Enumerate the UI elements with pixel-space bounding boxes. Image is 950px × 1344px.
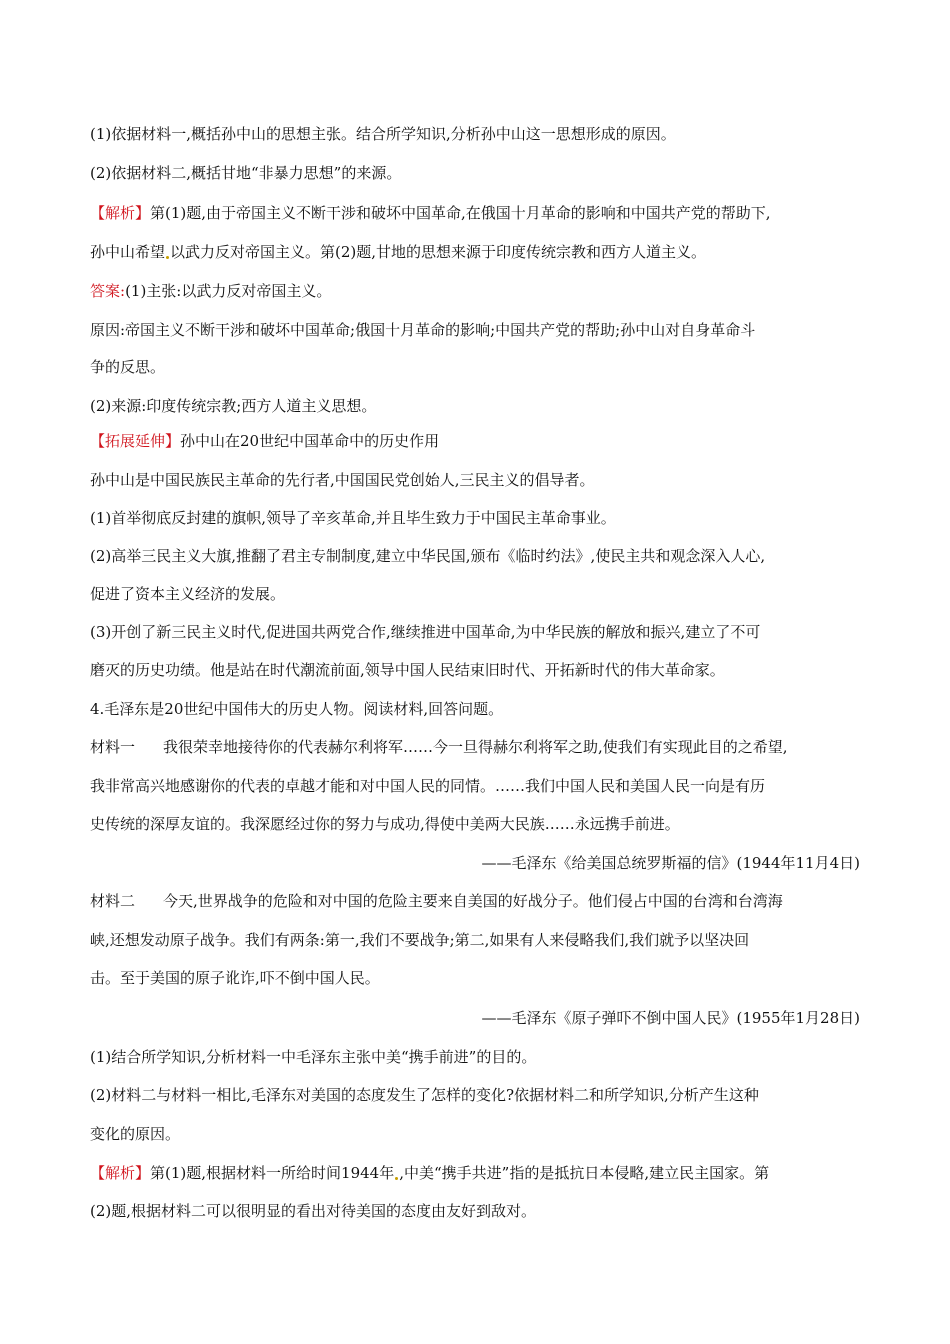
- text: (1)依据材料一,概括孙中山的思想主张。结合所学知识,分析孙中山这一思想形成的原因。: [90, 125, 676, 143]
- text: 我非常高兴地感谢你的代表的卓越才能和对中国人民的同情。……我们中国人民和美国人民一向是有历: [90, 777, 766, 795]
- text: (1)首举彻底反封建的旗帜,领导了辛亥革命,并且毕生致力于中国民主革命事业。: [90, 509, 616, 527]
- question-3-part-1: [90, 124, 880, 144]
- text: 峡,还想发动原子战争。我们有两条:第一,我们不要战争;第二,如果有人来侵略我们,我们就予以坚决回: [90, 931, 750, 949]
- text: 变化的原因。: [90, 1125, 181, 1143]
- extension-label: 【拓展延伸】: [90, 432, 181, 450]
- material-2-source: [481, 1008, 860, 1028]
- answer-line-3: [90, 357, 880, 377]
- material-1-line-2: [90, 776, 880, 796]
- text: (2)来源:印度传统宗教;西方人道主义思想。: [90, 397, 377, 415]
- answer-line-1: [90, 281, 880, 301]
- text: 促进了资本主义经济的发展。: [90, 585, 286, 603]
- analysis-4-line-2: [90, 1201, 880, 1221]
- answer-label: 答案:: [90, 282, 126, 300]
- text: 今天,世界战争的危险和对中国的危险主要来自美国的好战分子。他们侵占中国的台湾和台湾海: [163, 892, 783, 910]
- answer-line-4: [90, 396, 880, 416]
- material-2-line-3: [90, 968, 880, 988]
- text: 磨灭的历史功绩。他是站在时代潮流前面,领导中国人民结束旧时代、开拓新时代的伟大革命家。: [90, 661, 725, 679]
- text: (2)依据材料二,概括甘地“非暴力思想”的来源。: [90, 164, 402, 182]
- extension-title: [90, 431, 880, 451]
- analysis-label: 【解析】: [90, 204, 151, 222]
- material-1-line-3: [90, 814, 880, 834]
- text: 争的反思。: [90, 358, 166, 376]
- material-1-label: 材料一: [90, 738, 136, 756]
- text: 第(1)题,由于帝国主义不断干涉和破坏中国革命,在俄国十月革命的影响和中国共产党的帮助下,: [150, 204, 771, 222]
- extension-line-6: [90, 660, 880, 680]
- text: 我很荣幸地接待你的代表赫尔利将军……今一旦得赫尔利将军之助,使我们有实现此目的之希望,: [163, 738, 788, 756]
- question-3-part-2: [90, 163, 880, 183]
- text: ,中美“携手共进”指的是抵抗日本侵略,建立民主国家。第: [399, 1164, 770, 1182]
- text: 孙中山是中国民族民主革命的先行者,中国国民党创始人,三民主义的倡导者。: [90, 471, 595, 489]
- text: 第(1)题,根据材料一所给时间1944年: [150, 1164, 395, 1182]
- question-4-part-1: [90, 1047, 880, 1067]
- dot-mark: [166, 256, 169, 259]
- question-4: [90, 699, 880, 719]
- material-1-source: [481, 853, 860, 873]
- analysis-line-2: [90, 242, 880, 262]
- material-2-line-2: [90, 930, 880, 950]
- text: (3)开创了新三民主义时代,促进国共两党合作,继续推进中国革命,为中华民族的解放和振兴,建立了不可: [90, 623, 761, 641]
- dot-mark: [395, 1177, 398, 1180]
- analysis-4-line-1: [90, 1163, 880, 1183]
- question-4-part-2-line-2: [90, 1124, 880, 1144]
- extension-line-2: [90, 508, 880, 528]
- analysis-line-1: [90, 203, 880, 223]
- text: (2)材料二与材料一相比,毛泽东对美国的态度发生了怎样的变化?依据材料二和所学知识,分析产生这种: [90, 1086, 759, 1104]
- text: 史传统的深厚友谊的。我深愿经过你的努力与成功,得使中美两大民族……永远携手前进。: [90, 815, 680, 833]
- text: ——毛泽东《给美国总统罗斯福的信》(1944年11月4日): [481, 854, 860, 872]
- material-2-label: 材料二: [90, 892, 136, 910]
- answer-line-2: [90, 320, 880, 340]
- extension-line-4: [90, 584, 880, 604]
- extension-line-1: [90, 470, 880, 490]
- material-1-line-1: [90, 737, 880, 757]
- text: 击。至于美国的原子讹诈,吓不倒中国人民。: [90, 969, 380, 987]
- text: (2)题,根据材料二可以很明显的看出对待美国的态度由友好到敌对。: [90, 1202, 537, 1220]
- text: (2)高举三民主义大旗,推翻了君主专制制度,建立中华民国,颁布《临时约法》,使民主共和观念深入人心,: [90, 547, 766, 565]
- question-4-part-2-line-1: [90, 1085, 880, 1105]
- text: 孙中山在20世纪中国革命中的历史作用: [180, 432, 440, 450]
- text: 孙中山希望: [90, 243, 166, 261]
- text: 以武力反对帝国主义。第(2)题,甘地的思想来源于印度传统宗教和西方人道主义。: [170, 243, 707, 261]
- text: (1)结合所学知识,分析材料一中毛泽东主张中美“携手前进”的目的。: [90, 1048, 537, 1066]
- extension-line-3: [90, 546, 880, 566]
- material-2-line-1: [90, 891, 880, 911]
- text: ——毛泽东《原子弹吓不倒中国人民》(1955年1月28日): [481, 1009, 860, 1027]
- text: (1)主张:以武力反对帝国主义。: [125, 282, 332, 300]
- analysis-label: 【解析】: [90, 1164, 151, 1182]
- extension-line-5: [90, 622, 880, 642]
- text: 原因:帝国主义不断干涉和破坏中国革命;俄国十月革命的影响;中国共产党的帮助;孙中山对自身革命斗: [90, 321, 756, 339]
- text: 4.毛泽东是20世纪中国伟大的历史人物。阅读材料,回答问题。: [90, 700, 504, 718]
